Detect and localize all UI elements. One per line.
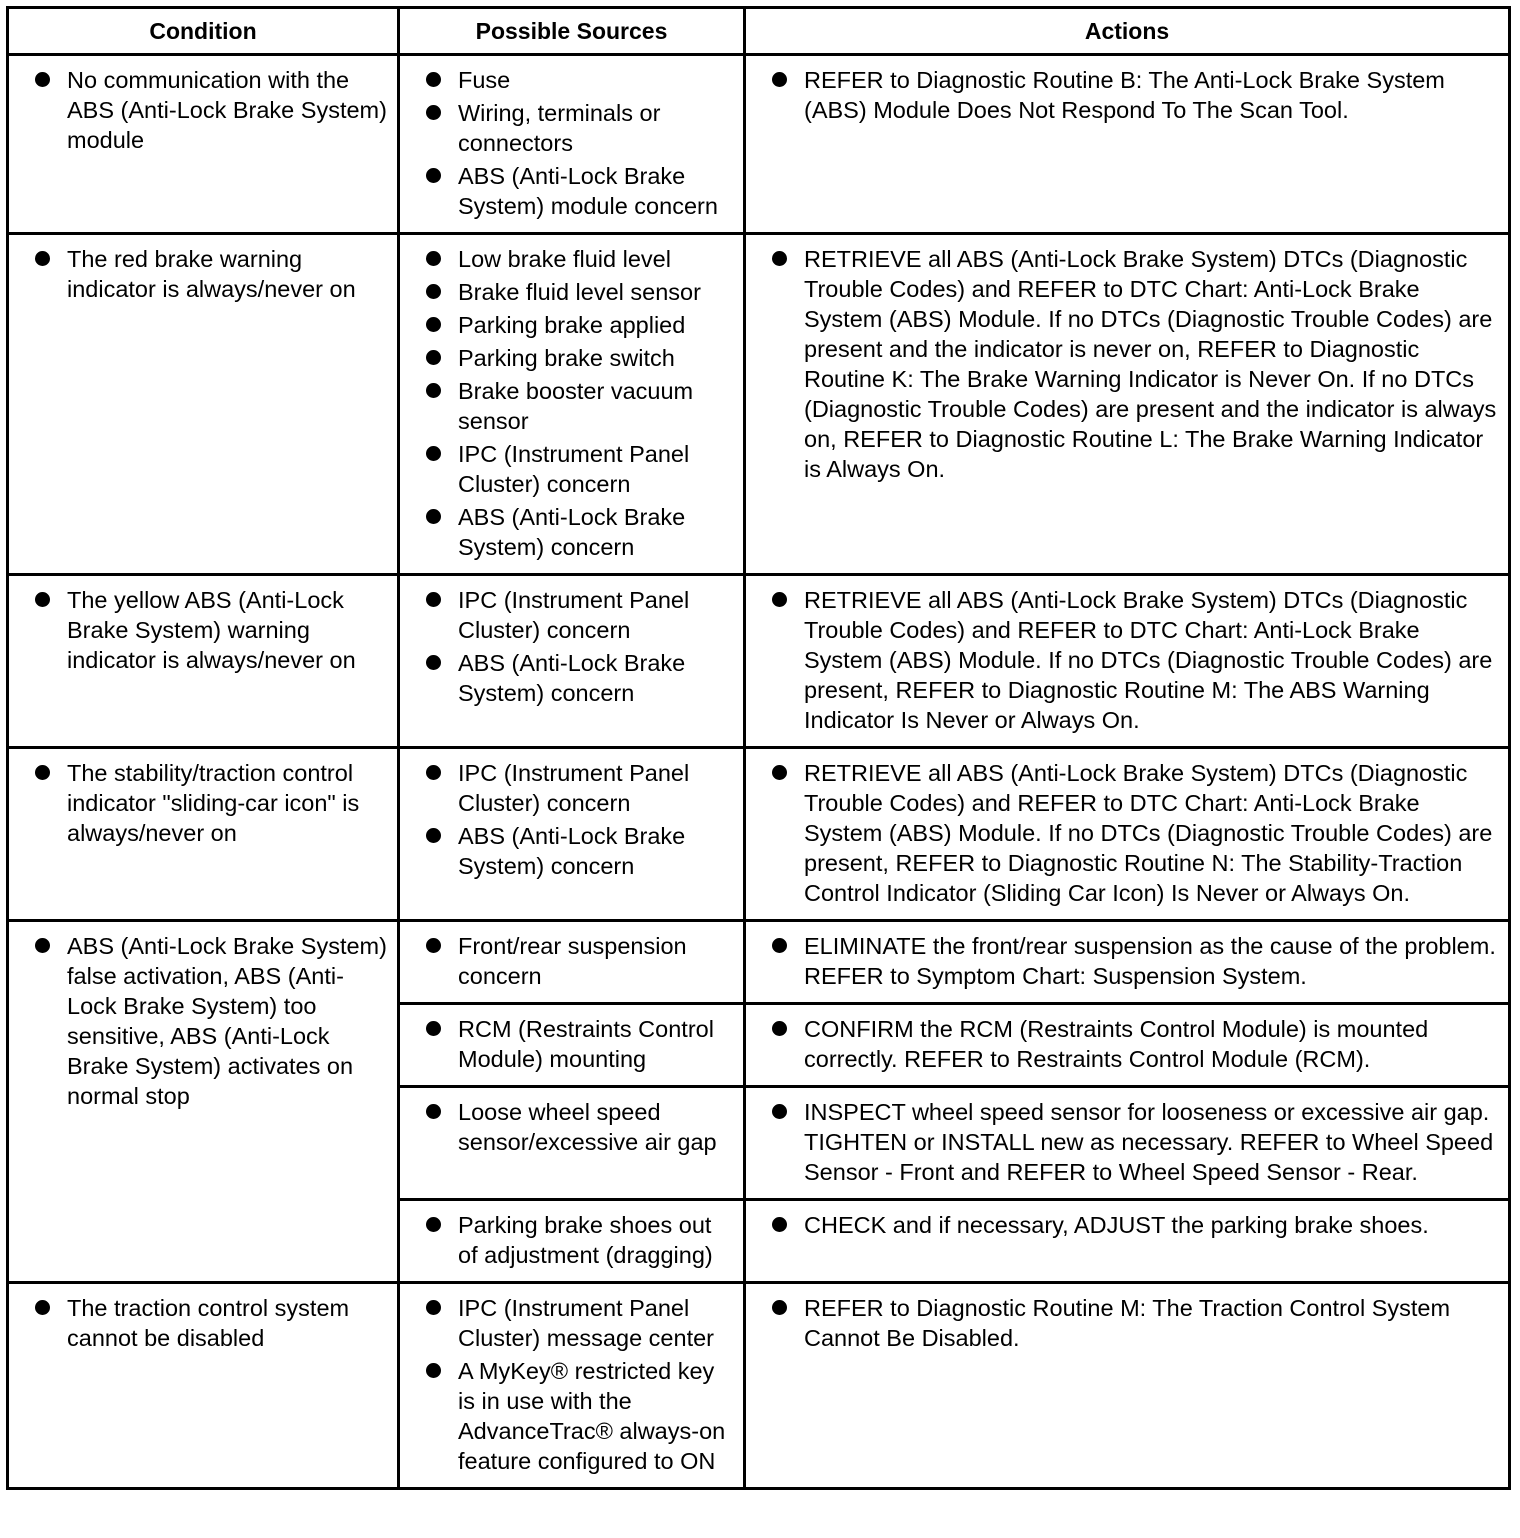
bullet-icon bbox=[772, 251, 787, 266]
bullet-icon bbox=[426, 592, 441, 607]
condition-cell bbox=[8, 575, 399, 748]
list-item bbox=[400, 931, 743, 991]
actions-cell bbox=[745, 575, 1510, 748]
source-text: ABS (Anti-Lock Brake System) concern bbox=[458, 650, 686, 706]
action-text: CHECK and if necessary, ADJUST the parking brake shoes. bbox=[804, 1212, 1429, 1238]
bullet-icon bbox=[772, 592, 787, 607]
list-item bbox=[746, 1014, 1508, 1074]
source-text: Loose wheel speed sensor/excessive air gap bbox=[458, 1099, 717, 1155]
bullet-icon bbox=[772, 72, 787, 87]
bullet-icon bbox=[426, 1363, 441, 1378]
action-text: REFER to Diagnostic Routine M: The Traction Control System Cannot Be Disabled. bbox=[804, 1295, 1451, 1351]
source-text: ABS (Anti-Lock Brake System) concern bbox=[458, 823, 686, 879]
source-text: IPC (Instrument Panel Cluster) concern bbox=[458, 441, 690, 497]
bullet-icon bbox=[35, 765, 50, 780]
list-item bbox=[400, 161, 743, 221]
sources-cell bbox=[399, 1200, 745, 1283]
sources-cell bbox=[399, 1087, 745, 1200]
condition-text: The yellow ABS (Anti-Lock Brake System) warning indicator is always/never on bbox=[67, 587, 356, 673]
list-item bbox=[400, 1097, 743, 1157]
header-actions: Actions bbox=[745, 8, 1510, 55]
list-item bbox=[9, 244, 397, 304]
bullet-icon bbox=[35, 251, 50, 266]
bullet-icon bbox=[426, 284, 441, 299]
list-item bbox=[400, 65, 743, 95]
list-item bbox=[400, 502, 743, 562]
bullet-icon bbox=[426, 1217, 441, 1232]
list-item bbox=[400, 821, 743, 881]
table-row bbox=[8, 748, 1510, 921]
source-text: ABS (Anti-Lock Brake System) module concern bbox=[458, 163, 718, 219]
sources-cell bbox=[399, 575, 745, 748]
list-item bbox=[400, 277, 743, 307]
bullet-icon bbox=[772, 1217, 787, 1232]
condition-cell bbox=[8, 748, 399, 921]
list-item bbox=[400, 758, 743, 818]
condition-cell bbox=[8, 55, 399, 234]
bullet-icon bbox=[426, 168, 441, 183]
bullet-icon bbox=[772, 1104, 787, 1119]
list-item bbox=[9, 758, 397, 848]
bullet-icon bbox=[35, 938, 50, 953]
bullet-icon bbox=[426, 509, 441, 524]
bullet-icon bbox=[772, 938, 787, 953]
list-item bbox=[9, 585, 397, 675]
list-item bbox=[400, 376, 743, 436]
list-item bbox=[746, 758, 1508, 908]
bullet-icon bbox=[426, 105, 441, 120]
bullet-icon bbox=[426, 765, 441, 780]
list-item bbox=[400, 585, 743, 645]
actions-cell bbox=[745, 1087, 1510, 1200]
actions-cell bbox=[745, 1200, 1510, 1283]
bullet-icon bbox=[426, 383, 441, 398]
bullet-icon bbox=[772, 1300, 787, 1315]
condition-text: No communication with the ABS (Anti-Lock Brake System) module bbox=[67, 67, 387, 153]
bullet-icon bbox=[426, 446, 441, 461]
condition-text: ABS (Anti-Lock Brake System) false activation, ABS (Anti-Lock Brake System) too sensitive, ABS (Anti-Lock Brake System) activates on normal stop bbox=[67, 933, 387, 1109]
condition-text: The traction control system cannot be disabled bbox=[67, 1295, 350, 1351]
table-row bbox=[8, 234, 1510, 575]
list-item bbox=[746, 1097, 1508, 1187]
bullet-icon bbox=[426, 655, 441, 670]
list-item bbox=[400, 1210, 743, 1270]
source-text: RCM (Restraints Control Module) mounting bbox=[458, 1016, 714, 1072]
list-item bbox=[400, 98, 743, 158]
bullet-icon bbox=[426, 1300, 441, 1315]
condition-cell bbox=[8, 1283, 399, 1489]
action-text: ELIMINATE the front/rear suspension as the cause of the problem. REFER to Symptom Chart: Suspension System. bbox=[804, 933, 1496, 989]
list-item bbox=[9, 65, 397, 155]
bullet-icon bbox=[772, 1021, 787, 1036]
sources-cell bbox=[399, 55, 745, 234]
bullet-icon bbox=[35, 72, 50, 87]
list-item bbox=[746, 1210, 1508, 1240]
list-item bbox=[9, 1293, 397, 1353]
bullet-icon bbox=[35, 1300, 50, 1315]
action-text: CONFIRM the RCM (Restraints Control Module) is mounted correctly. REFER to Restraints Control Module (RCM). bbox=[804, 1016, 1429, 1072]
header-row bbox=[8, 8, 1510, 55]
action-text: RETRIEVE all ABS (Anti-Lock Brake System) DTCs (Diagnostic Trouble Codes) and REFER to DTC Chart: Anti-Lock Brake System (ABS) Module. If no DTCs (Diagnostic Trouble Codes) are present, REFER to Diagnostic Routine M: The ABS Warning Indicator Is Never or Always On. bbox=[804, 587, 1493, 733]
sources-cell bbox=[399, 1004, 745, 1087]
condition-text: The stability/traction control indicator "sliding-car icon" is always/never on bbox=[67, 760, 360, 846]
bullet-icon bbox=[772, 765, 787, 780]
condition-cell bbox=[8, 921, 399, 1283]
bullet-icon bbox=[426, 251, 441, 266]
actions-cell bbox=[745, 1004, 1510, 1087]
symptom-chart-table bbox=[6, 6, 1511, 1490]
source-text: Low brake fluid level bbox=[458, 246, 671, 272]
source-text: A MyKey® restricted key is in use with the AdvanceTrac® always-on feature configured to ON bbox=[458, 1358, 726, 1474]
source-text: IPC (Instrument Panel Cluster) message center bbox=[458, 1295, 714, 1351]
list-item bbox=[400, 1356, 743, 1476]
list-item bbox=[400, 648, 743, 708]
bullet-icon bbox=[426, 828, 441, 843]
condition-text: The red brake warning indicator is always/never on bbox=[67, 246, 356, 302]
bullet-icon bbox=[426, 350, 441, 365]
list-item bbox=[746, 244, 1508, 484]
list-item bbox=[400, 310, 743, 340]
action-text: REFER to Diagnostic Routine B: The Anti-Lock Brake System (ABS) Module Does Not Respond To The Scan Tool. bbox=[804, 67, 1445, 123]
sources-cell bbox=[399, 748, 745, 921]
source-text: ABS (Anti-Lock Brake System) concern bbox=[458, 504, 686, 560]
header-possible-sources: Possible Sources bbox=[399, 8, 745, 55]
list-item bbox=[746, 931, 1508, 991]
list-item bbox=[746, 1293, 1508, 1353]
bullet-icon bbox=[426, 1104, 441, 1119]
condition-cell bbox=[8, 234, 399, 575]
sources-cell bbox=[399, 921, 745, 1004]
source-text: Brake fluid level sensor bbox=[458, 279, 701, 305]
source-text: Parking brake applied bbox=[458, 312, 686, 338]
bullet-icon bbox=[426, 1021, 441, 1036]
list-item bbox=[400, 1014, 743, 1074]
source-text: Wiring, terminals or connectors bbox=[458, 100, 661, 156]
source-text: IPC (Instrument Panel Cluster) concern bbox=[458, 587, 690, 643]
actions-cell bbox=[745, 921, 1510, 1004]
actions-cell bbox=[745, 234, 1510, 575]
bullet-icon bbox=[426, 317, 441, 332]
table-row bbox=[8, 1283, 1510, 1489]
actions-cell bbox=[745, 748, 1510, 921]
list-item bbox=[746, 65, 1508, 125]
list-item bbox=[400, 439, 743, 499]
source-text: Fuse bbox=[458, 67, 511, 93]
bullet-icon bbox=[35, 592, 50, 607]
actions-cell bbox=[745, 55, 1510, 234]
bullet-icon bbox=[426, 938, 441, 953]
list-item bbox=[746, 585, 1508, 735]
list-item bbox=[400, 1293, 743, 1353]
table-row bbox=[8, 921, 1510, 1004]
action-text: RETRIEVE all ABS (Anti-Lock Brake System) DTCs (Diagnostic Trouble Codes) and REFER to DTC Chart: Anti-Lock Brake System (ABS) Module. If no DTCs (Diagnostic Trouble Codes) are present, REFER to Diagnostic Routine N: The Stability-Traction Control Indicator (Sliding Car Icon) Is Never or Always On. bbox=[804, 760, 1493, 906]
list-item bbox=[9, 931, 397, 1111]
table-row bbox=[8, 55, 1510, 234]
actions-cell bbox=[745, 1283, 1510, 1489]
sources-cell bbox=[399, 234, 745, 575]
source-text: Parking brake switch bbox=[458, 345, 675, 371]
list-item bbox=[400, 343, 743, 373]
sources-cell bbox=[399, 1283, 745, 1489]
source-text: Brake booster vacuum sensor bbox=[458, 378, 694, 434]
table-row bbox=[8, 575, 1510, 748]
action-text: RETRIEVE all ABS (Anti-Lock Brake System) DTCs (Diagnostic Trouble Codes) and REFER to DTC Chart: Anti-Lock Brake System (ABS) Module. If no DTCs (Diagnostic Trouble Codes) are present and the indicator is never on, REFER to Diagnostic Routine K: The Brake Warning Indicator is Never On. If no DTCs (Diagnostic Trouble Codes) are present and the indicator is always on, REFER to Diagnostic Routine L: The Brake Warning Indicator is Always On. bbox=[804, 246, 1497, 482]
action-text: INSPECT wheel speed sensor for looseness or excessive air gap. TIGHTEN or INSTALL new as necessary. REFER to Wheel Speed Sensor - Front and REFER to Wheel Speed Sensor - Rear. bbox=[804, 1099, 1494, 1185]
list-item bbox=[400, 244, 743, 274]
source-text: Parking brake shoes out of adjustment (dragging) bbox=[458, 1212, 713, 1268]
source-text: IPC (Instrument Panel Cluster) concern bbox=[458, 760, 690, 816]
header-condition: Condition bbox=[8, 8, 399, 55]
source-text: Front/rear suspension concern bbox=[458, 933, 687, 989]
bullet-icon bbox=[426, 72, 441, 87]
